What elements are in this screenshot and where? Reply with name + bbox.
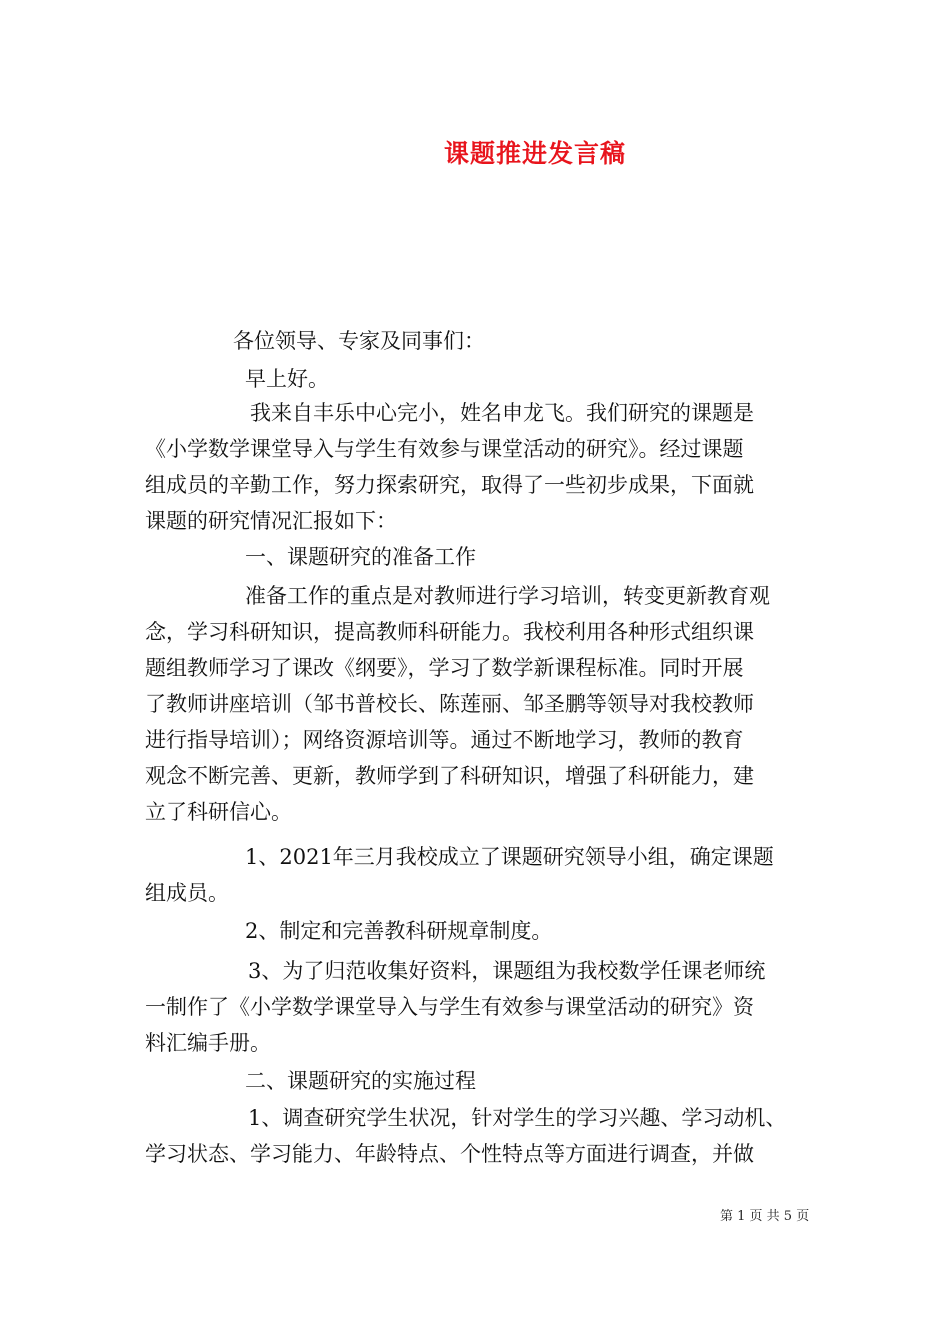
paragraph-line: 进行指导培训）；网络资源培训等。通过不断地学习，教师的教育 <box>145 728 744 752</box>
paragraph-line: 《小学数学课堂导入与学生有效参与课堂活动的研究》。经过课题 <box>145 437 744 461</box>
paragraph-line: 立了科研信心。 <box>145 800 292 824</box>
list-item: 1、调查研究学生状况，针对学生的学习兴趣、学习动机、 <box>248 1106 787 1130</box>
paragraph-line: 准备工作的重点是对教师进行学习培训，转变更新教育观 <box>245 584 770 608</box>
paragraph-line: 念，学习科研知识，提高教师科研能力。我校利用各种形式组织课 <box>145 620 754 644</box>
list-item-continued: 学习状态、学习能力、年龄特点、个性特点等方面进行调查，并做 <box>145 1142 754 1166</box>
paragraph-line: 题组教师学习了课改《纲要》，学习了数学新课程标准。同时开展 <box>145 656 744 680</box>
list-item: 1、2021年三月我校成立了课题研究领导小组，确定课题 <box>245 845 774 869</box>
paragraph-line: 了教师讲座培训（邹书普校长、陈莲丽、邹圣鹏等领导对我校教师 <box>145 692 754 716</box>
document-title: 课题推进发言稿 <box>443 139 626 168</box>
page-number-footer: 第 1 页 共 5 页 <box>720 1209 810 1224</box>
list-item-continued: 组成员。 <box>145 881 229 905</box>
list-item-continued: 一制作了《小学数学课堂导入与学生有效参与课堂活动的研究》资 <box>145 995 754 1019</box>
salutation-line: 各位领导、专家及同事们： <box>233 329 485 353</box>
list-item: 3、为了归范收集好资料，课题组为我校数学任课老师统 <box>248 959 766 983</box>
paragraph-line: 我来自丰乐中心完小，姓名申龙飞。我们研究的课题是 <box>250 401 754 425</box>
list-item: 2、制定和完善教科研规章制度。 <box>245 919 553 943</box>
paragraph-line: 课题的研究情况汇报如下： <box>145 509 397 533</box>
section-heading: 一、课题研究的准备工作 <box>245 545 476 569</box>
list-item-continued: 料汇编手册。 <box>145 1031 271 1055</box>
greeting-line: 早上好。 <box>245 367 329 391</box>
section-heading: 二、课题研究的实施过程 <box>245 1069 476 1093</box>
paragraph-line: 组成员的辛勤工作，努力探索研究，取得了一些初步成果，下面就 <box>145 473 754 497</box>
paragraph-line: 观念不断完善、更新，教师学到了科研知识，增强了科研能力，建 <box>145 764 754 788</box>
